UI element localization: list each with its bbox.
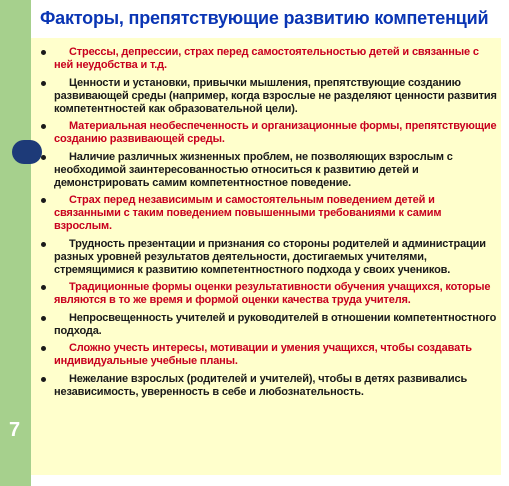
item-text: Сложно учесть интересы, мотивации и умения учащихся, чтобы создавать индивидуальные учебные планы. [54, 342, 472, 367]
bullet-icon [41, 81, 46, 86]
list-item [37, 77, 499, 116]
slide-title: Факторы, препятствующие развитию компетенций [40, 8, 489, 28]
side-band [0, 0, 31, 486]
item-text: Страх перед независимым и самостоятельным поведением детей и связанными с таким поведением повышенными требованиями к самим взрослым. [54, 194, 442, 232]
list-item [37, 373, 499, 399]
bullet-icon [41, 242, 46, 247]
list-item [37, 120, 499, 146]
bullet-icon [41, 377, 46, 382]
list-item [37, 238, 499, 277]
item-text: Ценности и установки, привычки мышления, препятствующие созданию развивающей среды (например, когда взрослые не разделяют ценности развития компетентностей как образовательной цели). [54, 76, 497, 115]
factor-list [37, 46, 499, 403]
slide-number: 7 [9, 419, 21, 441]
list-item [37, 342, 499, 368]
item-text: Непросвещенность учителей и руководителей в отношении компетентностного подхода. [54, 311, 497, 337]
item-text: Трудность презентации и признания со стороны родителей и администрации разных уровней результатов деятельности, достигаемых учителями, стремящимися к развитию компетентностного подхода у своих учеников. [54, 237, 486, 276]
list-item [37, 281, 499, 307]
bullet-icon [41, 316, 46, 321]
bullet-icon [41, 124, 46, 129]
list-item [37, 312, 499, 338]
item-text: Стрессы, депрессии, страх перед самостоятельностью детей и связанные с ней неудобства и т.д. [54, 46, 479, 71]
bullet-icon [41, 50, 46, 55]
bullet-icon [41, 155, 46, 160]
item-text: Наличие различных жизненных проблем, не позволяющих взрослым с необходимой заинтересованностью относиться к развитию детей и демонстрировать самим компетентностное поведение. [54, 150, 453, 189]
list-item [37, 151, 499, 190]
bullet-icon [41, 198, 46, 203]
bullet-icon [41, 346, 46, 351]
item-text: Нежелание взрослых (родителей и учителей), чтобы в детях развивались независимость, уверенность в себе и любознательность. [54, 372, 468, 398]
item-text: Материальная необеспеченность и организационные формы, препятствующие созданию развивающей среды. [54, 120, 497, 145]
bullet-icon [41, 285, 46, 290]
list-item [37, 46, 499, 72]
item-text: Традиционные формы оценки результативности обучения учащихся, которые являются в то же время и формой оценки качества труда учителя. [54, 281, 491, 306]
list-item [37, 194, 499, 233]
